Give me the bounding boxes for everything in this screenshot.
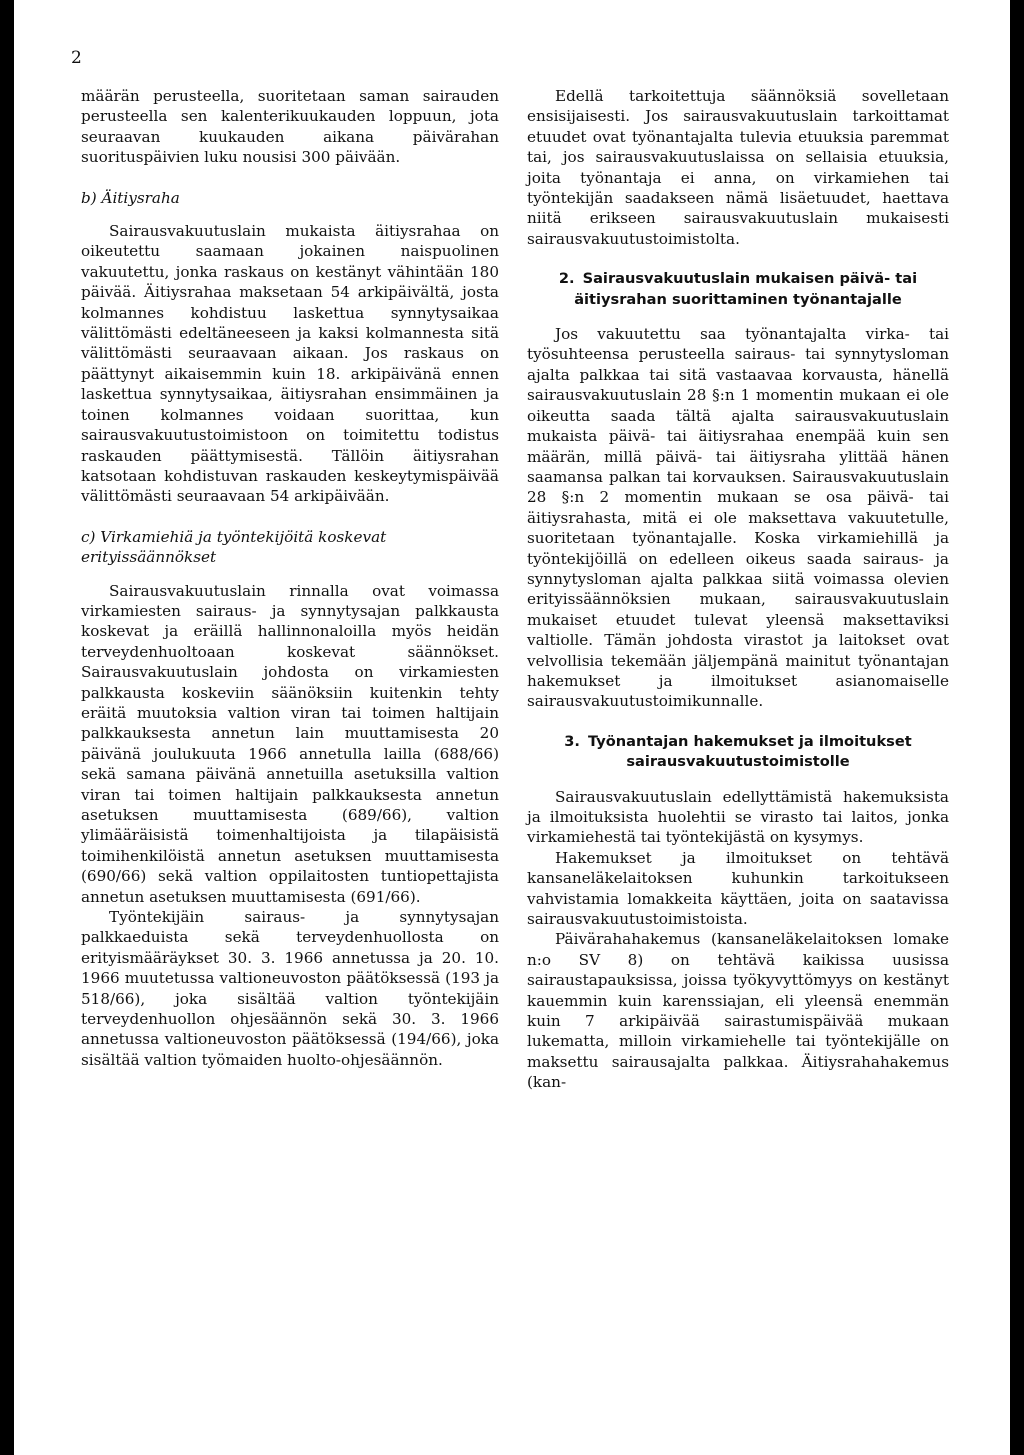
section-c-heading [81, 527, 499, 568]
section-3-number: 3. [564, 732, 580, 750]
right-column [527, 86, 949, 1093]
section-2-heading [527, 269, 949, 310]
paragraph-applications-responsibility: Sairausvakuutuslain edellyttämistä hakemuksista ja ilmoituksista huolehtii se virasto tai laitos, jonka virkamiehestä tai työntekijästä on kysymys. [527, 787, 949, 847]
section-3-title: Työnantajan hakemukset ja ilmoitukset sairausvakuutustoimistolle [587, 732, 912, 771]
section-c-title: Virkamiehiä ja työntekijöitä koskevat erityissäännökset [81, 527, 387, 567]
section-3-heading [527, 732, 949, 773]
paragraph-sickness-allowance-end: määrän perusteella, suoritetaan saman sairauden perusteella sen kalenterikuukauden loppuun, jota seuraavan kuukauden aikana päivärahan suorituspäivien luku nousisi 300 päivään. [81, 87, 499, 167]
left-column [81, 86, 499, 1070]
paragraph-application-forms: Hakemukset ja ilmoitukset on tehtävä kansaneläkelaitoksen kuhunkin tarkoitukseen vahvistamia lomakkeita käyttäen, joita on saatavissa sairausvakuutustoimistoista. [527, 848, 949, 929]
paragraph-official-regulations: Sairausvakuutuslain rinnalla ovat voimassa virkamiesten sairaus- ja synnytysajan palkkausta koskevat ja eräillä hallinnonaloilla myös heidän terveydenhuoltoaan koskevat säännökset. Sairausvakuutuslain johdosta on virkamiesten palkkausta koskeviin säänöksiin kuitenkin tehty eräitä muutoksia valtion viran tai toimen haltijain palkkauksesta annetun lain muuttamisesta 20 päivänä joulukuuta 1966 annetulla lailla (688/66) sekä samana päivänä annetuilla asetuksilla valtion viran tai toimen haltijain palkkauksesta annetun asetuksen muuttamisesta (689/66), valtion ylimääräisistä toimenhaltijoista ja tilapäisistä toimihenkilöistä annetun asetuksen muuttamisesta (690/66) sekä valtion oppilaitosten tuntiopettajista annetun asetuksen muuttamisesta (691/66). [81, 581, 499, 906]
section-c-label: c) [81, 527, 96, 546]
section-2-number: 2. [558, 270, 575, 288]
paragraph-priority-rules: Edellä tarkoitettuja säännöksiä sovelletaan ensisijaisesti. Jos sairausvakuutuslain tarkoittamat etuudet ovat työnantajalta tulevia etuuksia paremmat tai, jos sairausvakuutuslaissa on sellaisia etuuksia, joita työnantaja ei anna, on virkamiehen tai työntekijän saadakseen nämä lisäetuudet, haettava niitä erikseen sairausvakuutuslain mukaisesti sairausvakuutustoimistolta. [527, 87, 949, 248]
paragraph-payment-to-employer: Jos vakuutettu saa työnantajalta virka- tai työsuhteensa perusteella sairaus- tai synnytysloman ajalta palkkaa tai sitä vastaavaa korvausta, hänellä sairausvakuutuslain 28 §:n 1 momentin mukaan ei ole oikeutta saada tältä ajalta sairausvakuutuslain mukaista päivä- tai äitiysrahaa enempää kuin sen määrän, millä päivä- tai äitiysraha ylittää hänen saamansa palkan tai korvauksen. Sairausvakuutuslain 28 §:n 2 momentin mukaan se osa päivä- tai äitiysrahasta, mitä ei ole maksettava vakuutetulle, suoritetaan työnantajalle. Koska virkamiehillä ja työntekijöillä on edelleen oikeus saada sairaus- ja synnytysloman ajalta palkkaa siitä voimassa olevien erityissäännöksien mukaan, sairausvakuutuslain mukaiset etuudet tulevat yleensä maksettaviksi valtiolle. Tämän johdosta virastot ja laitokset ovat velvollisia tekemään jäljempänä mainitut työnantajan hakemukset ja ilmoitukset asianomaiselle sairausvakuutustoimikunnalle. [527, 325, 949, 711]
paragraph-maternity-allowance: Sairausvakuutuslain mukaista äitiysrahaa on oikeutettu saamaan jokainen naispuolinen vakuutettu, jonka raskaus on kestänyt vähintään 180 päivää. Äitiysrahaa maksetaan 54 arkipäivältä, josta kolmannes kohdistuu laskettua synnytysaikaa välittömästi edeltäneeseen ja kaksi kolmannesta sitä välittömästi seuraavaan aikaan. Jos raskaus on päättynyt aikaisemmin kuin 18. arkipäivänä ennen laskettua synnytysaikaa, äitiysrahan ensimmäinen ja toinen kolmannes voidaan suorittaa, kun sairausvakuutustoimistoon on toimitettu todistus raskauden päättymisestä. Tällöin äitiysrahan katsotaan kohdistuvan raskauden keskeytymispäivää välittömästi seuraavaan 54 arkipäivään. [81, 222, 499, 506]
scan-border-left [0, 0, 14, 1455]
paragraph-worker-regulations: Työntekijäin sairaus- ja synnytysajan palkkaeduista sekä terveydenhuollosta on erityismääräykset 30. 3. 1966 annetussa ja 20. 10. 1966 muutetussa valtioneuvoston päätöksessä (193 ja 518/66), joka sisältää valtion työntekijäin terveydenhuollon ohjesäännön sekä 30. 3. 1966 annetussa valtioneuvoston päätöksessä (194/66), joka sisältää valtion työmaiden huolto-ohjesäännön. [81, 908, 499, 1069]
paragraph-daily-allowance-application: Päivärahahakemus (kansaneläkelaitoksen lomake n:o SV 8) on tehtävä kaikissa uusissa sairaustapauksissa, joissa työkyvyttömyys on kestänyt kauemmin kuin karenssiajan, eli yleensä enemmän kuin 7 arkipäivää sairastumispäivää mukaan lukematta, milloin virkamiehelle tai työntekijälle on maksettu sairausajalta palkkaa. Äitiysrahahakemus (kan- [527, 930, 949, 1092]
scan-border-right [1010, 0, 1024, 1455]
page-number: 2 [71, 48, 82, 68]
section-2-title: Sairausvakuutuslain mukaisen päivä- tai äitiysrahan suorittaminen työnantajalle [574, 270, 918, 308]
section-b-title: Äitiysraha [101, 188, 180, 207]
section-b-heading [81, 188, 499, 208]
section-b-label: b) [81, 188, 97, 207]
